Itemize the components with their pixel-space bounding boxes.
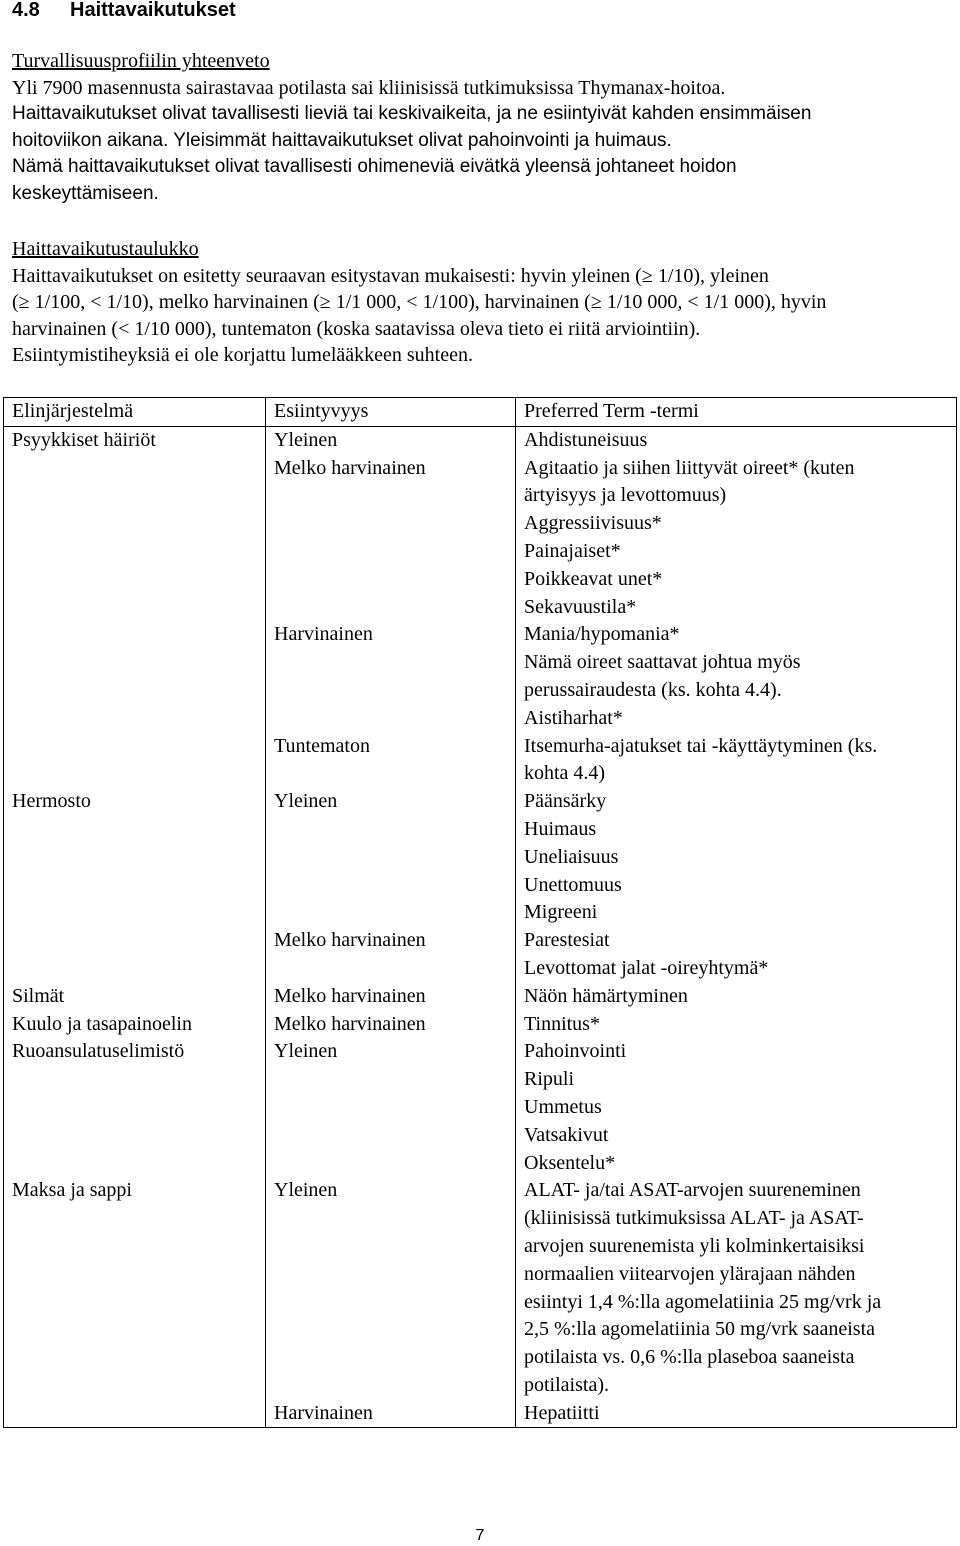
cell-term [516, 733, 957, 789]
cell-frequency: Harvinainen [266, 1400, 516, 1428]
table-header-row [4, 398, 957, 427]
term-line: Tinnitus* [524, 1012, 600, 1035]
table-row [4, 1177, 957, 1399]
term-line: Näön hämärtyminen [524, 984, 688, 1007]
cell-frequency: Melko harvinainen [266, 927, 516, 983]
cell-term [516, 927, 957, 983]
cell-frequency: Yleinen [266, 1177, 516, 1399]
table-intro-line: (≥ 1/100, < 1/10), melko harvinainen (≥ 1/1 000, < 1/100), harvinainen (≥ 1/10 000, < 1/1 000), hyvin [12, 291, 827, 313]
table-row [4, 788, 957, 927]
table-intro-line: harvinainen (< 1/10 000), tuntematon (koska saatavissa oleva tieto ei riitä arviointiin). [12, 317, 701, 340]
section-heading [12, 0, 236, 23]
safety-profile-line: Yli 7900 masennusta sairastavaa potilasta sai kliinisissä tutkimuksissa Thymanax-hoitoa. [12, 76, 726, 99]
cell-system [4, 455, 266, 622]
term-line: Huimaus [524, 817, 597, 840]
cell-frequency: Tuntematon [266, 733, 516, 789]
table-intro-line: Haittavaikutukset on esitetty seuraavan esitystavan mukaisesti: hyvin yleinen (≥ 1/10), yleinen [12, 264, 769, 287]
cell-system: Ruoansulatuselimistö [4, 1038, 266, 1177]
term-line: normaalien viitearvojen ylärajaan nähden [524, 1262, 856, 1285]
term-line: Ahdistuneisuus [524, 428, 648, 451]
term-line: potilaista vs. 0,6 %:lla plaseboa saaneista [524, 1346, 855, 1369]
section-title: Haittavaikutukset [70, 0, 236, 21]
term-line: Levottomat jalat -oireyhtymä* [524, 956, 769, 979]
safety-profile-line: Haittavaikutukset olivat tavallisesti lieviä tai keskivaikeita, ja ne esiintyivät kahden ensimmäisen [12, 103, 812, 124]
cell-system: Psyykkiset häiriöt [4, 426, 266, 454]
column-header-system: Elinjärjestelmä [4, 398, 266, 427]
table-row [4, 983, 957, 1011]
term-line: Päänsärky [524, 790, 607, 813]
cell-term [516, 426, 957, 454]
cell-term [516, 1011, 957, 1039]
table-intro-block [12, 236, 958, 369]
column-header-term: Preferred Term -termi [516, 398, 957, 427]
cell-system [4, 621, 266, 732]
term-line: potilaista). [524, 1373, 609, 1396]
cell-system: Maksa ja sappi [4, 1177, 266, 1399]
table-row [4, 426, 957, 454]
safety-profile-heading: Turvallisuusprofiilin yhteenveto [12, 50, 270, 72]
cell-term [516, 1177, 957, 1399]
term-line: Migreeni [524, 901, 598, 924]
page-number: 7 [475, 1527, 485, 1544]
term-line: Ripuli [524, 1068, 575, 1091]
cell-frequency: Melko harvinainen [266, 1011, 516, 1039]
cell-term [516, 788, 957, 927]
cell-system: Kuulo ja tasapainoelin [4, 1011, 266, 1039]
safety-profile-line: hoitoviikon aikana. Yleisimmät haittavaikutukset olivat pahoinvointi ja huimaus. [12, 129, 672, 151]
safety-profile-line: Nämä haittavaikutukset olivat tavallisesti ohimeneviä eivätkä yleensä johtaneet hoidon [12, 156, 737, 177]
safety-profile-block [12, 48, 958, 207]
table-intro-heading: Haittavaikutustaulukko [12, 238, 199, 260]
term-line: Painajaiset* [524, 539, 621, 562]
table-row [4, 621, 957, 732]
term-line: Mania/hypomania* [524, 623, 680, 646]
term-line: Ummetus [524, 1095, 602, 1118]
table-row [4, 455, 957, 622]
cell-system: Silmät [4, 983, 266, 1011]
cell-term [516, 621, 957, 732]
term-line: Itsemurha-ajatukset tai -käyttäytyminen (ks. [524, 734, 878, 757]
cell-term [516, 1038, 957, 1177]
term-line: Vatsakivut [524, 1123, 609, 1146]
term-line: Hepatiitti [524, 1401, 600, 1424]
term-line: Aistiharhat* [524, 706, 623, 729]
table-row [4, 927, 957, 983]
cell-frequency: Yleinen [266, 788, 516, 927]
term-line: Unettomuus [524, 873, 622, 896]
table-row [4, 1400, 957, 1428]
cell-system [4, 733, 266, 789]
cell-term [516, 455, 957, 622]
term-line: perussairaudesta (ks. kohta 4.4). [524, 678, 782, 701]
term-line: arvojen suurenemista yli kolminkertaisiksi [524, 1234, 865, 1257]
column-header-frequency: Esiintyvyys [266, 398, 516, 427]
table-row [4, 1011, 957, 1039]
cell-term [516, 1400, 957, 1428]
term-line: Agitaatio ja siihen liittyvät oireet* (kuten [524, 456, 855, 479]
cell-system [4, 1400, 266, 1428]
term-line: Aggressiivisuus* [524, 512, 662, 535]
term-line: (kliinisissä tutkimuksissa ALAT- ja ASAT- [524, 1207, 864, 1230]
cell-frequency: Yleinen [266, 1038, 516, 1177]
term-line: ärtyisyys ja levottomuus) [524, 484, 727, 507]
cell-frequency: Harvinainen [266, 621, 516, 732]
cell-frequency: Melko harvinainen [266, 455, 516, 622]
term-line: 2,5 %:lla agomelatiinia 50 mg/vrk saaneista [524, 1318, 876, 1341]
term-line: Pahoinvointi [524, 1040, 627, 1063]
term-line: Uneliaisuus [524, 845, 619, 868]
term-line: esiintyi 1,4 %:lla agomelatiinia 25 mg/vrk ja [524, 1290, 882, 1313]
section-number: 4.8 [12, 0, 40, 21]
table-row [4, 1038, 957, 1177]
cell-system: Hermosto [4, 788, 266, 927]
term-line: Nämä oireet saattavat johtua myös [524, 651, 801, 674]
term-line: Poikkeavat unet* [524, 567, 663, 590]
table-intro-line: Esiintymistiheyksiä ei ole korjattu lumelääkkeen suhteen. [12, 344, 473, 366]
term-line: Oksentelu* [524, 1151, 616, 1174]
adverse-reactions-table [3, 397, 957, 1428]
cell-frequency: Melko harvinainen [266, 983, 516, 1011]
term-line: Parestesiat [524, 929, 610, 952]
cell-frequency: Yleinen [266, 426, 516, 454]
cell-system [4, 927, 266, 983]
cell-term [516, 983, 957, 1011]
table-row [4, 733, 957, 789]
safety-profile-line: keskeyttämiseen. [12, 182, 159, 204]
term-line: kohta 4.4) [524, 762, 606, 785]
term-line: Sekavuustila* [524, 595, 637, 618]
term-line: ALAT- ja/tai ASAT-arvojen suureneminen [524, 1179, 861, 1202]
